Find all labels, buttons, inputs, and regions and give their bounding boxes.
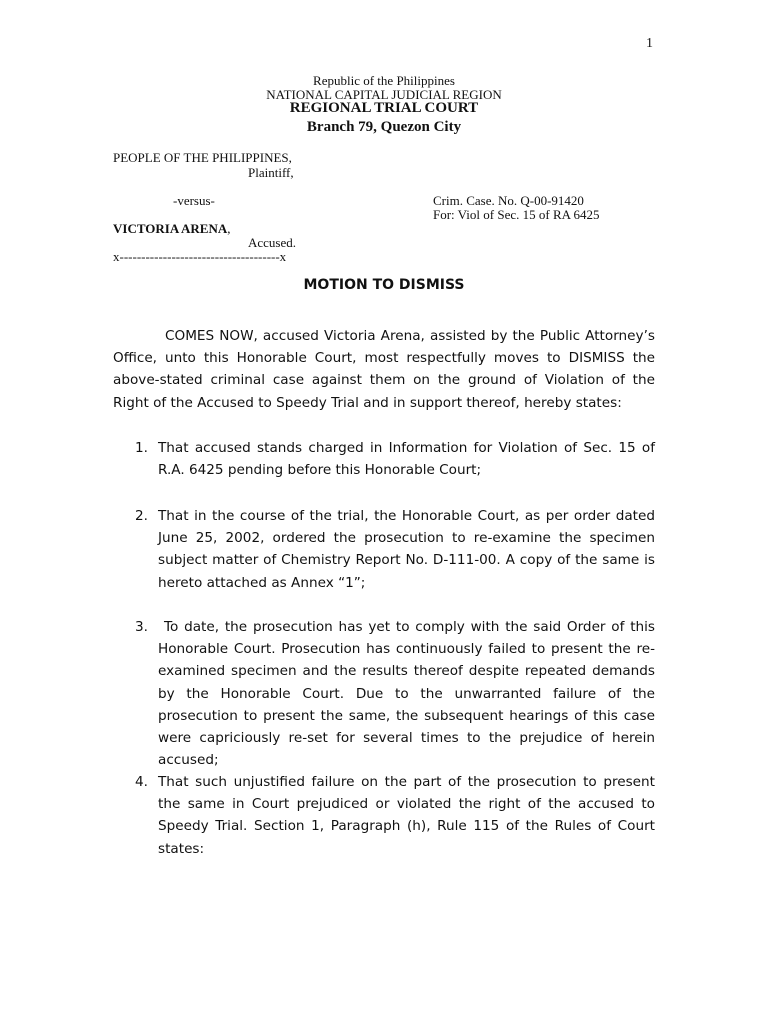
accused-name: VICTORIA ARENA [113, 221, 228, 236]
header-branch: Branch 79, Quezon City [306, 119, 462, 135]
list-item [113, 505, 655, 594]
list-item-number: 1. [135, 440, 148, 456]
list-item-number: 4. [135, 774, 148, 790]
versus-label: -versus- [173, 193, 215, 208]
intro-paragraph: COMES NOW, accused Victoria Arena, assisted by the Public Attorney’s Office, unto this Honorable Court, most respectfully moves to DISMISS the above-stated criminal case against them on the ground of Violation of the Right of the Accused to Speedy Trial and in support thereof, hereby states: [113, 328, 655, 411]
motion-title: MOTION TO DISMISS [303, 277, 465, 293]
list-item [113, 616, 655, 771]
plaintiff-role: Plaintiff, [248, 165, 294, 180]
accused-comma: , [227, 221, 231, 236]
case-number: Crim. Case. No. Q-00-91420 [433, 193, 584, 208]
list-item-text: That such unjustified failure on the part of the prosecution to present the same in Court prejudiced or violated the right of the accused to Speedy Trial. Section 1, Paragraph (h), Rule 115 of the Rules of Court states: [158, 774, 655, 857]
list-item-number: 2. [135, 508, 148, 524]
list-item-text: To date, the prosecution has yet to comply with the said Order of this Honorable Court. Prosecution has continuously failed to present the re-examined specimen and the results thereof despite repeated demands by the Honorable Court. Due to the unwarranted failure of the prosecution to present the same, the subsequent hearings of this case were capriciously re-set for several times to the prejudice of herein accused; [158, 619, 655, 769]
list-item-text: That in the course of the trial, the Honorable Court, as per order dated June 25, 2002, ordered the prosecution to re-examine the specimen subject matter of Chemistry Report No. D-111-00. A copy of the same is hereto attached as Annex “1”; [158, 508, 655, 591]
page-number: 1 [646, 36, 653, 51]
header-court: REGIONAL TRIAL COURT [289, 100, 479, 116]
accused-role: Accused. [248, 235, 297, 250]
list-item-number: 3. [135, 619, 148, 635]
accused-line [113, 221, 231, 237]
case-offense: For: Viol of Sec. 15 of RA 6425 [433, 207, 600, 222]
header-republic: Republic of the Philippines [313, 73, 455, 88]
plaintiff-name: PEOPLE OF THE PHILIPPINES, [113, 150, 292, 165]
list-item-text: That accused stands charged in Information for Violation of Sec. 15 of R.A. 6425 pending before this Honorable Court; [158, 440, 655, 479]
caption-separator: x-------------------------------------x [113, 249, 287, 264]
header-region: NATIONAL CAPITAL JUDICIAL REGION [266, 87, 502, 102]
list-item [113, 771, 655, 860]
list-item [113, 437, 655, 481]
